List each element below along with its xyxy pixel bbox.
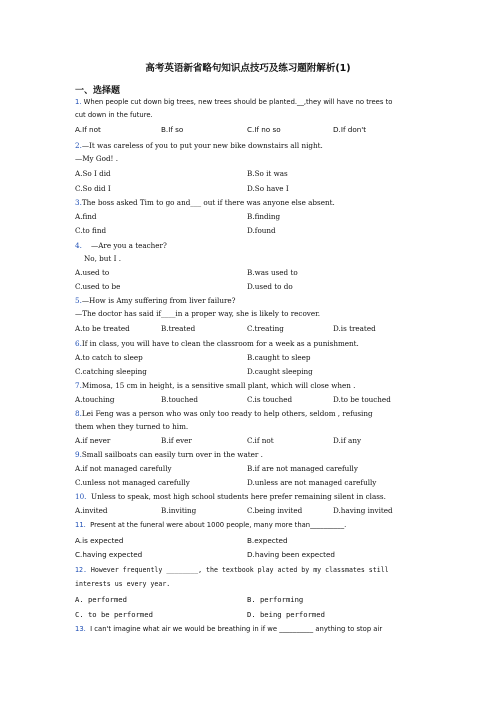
question-5-line-2: —The doctor has said if____in a proper way, she is likely to recover. (75, 309, 321, 318)
question-7-line-1: 7.Mimosa, 15 cm in height, is a sensitive small plant, which will close when . (75, 381, 356, 390)
question-8-option-d[interactable]: D.if any (333, 436, 362, 445)
question-6-line-1: 6.If in class, you will have to clean the classroom for a week as a punishment. (75, 339, 359, 348)
question-number: 13. (75, 625, 86, 633)
question-number: 8. (75, 409, 82, 418)
question-number: 5. (75, 296, 82, 305)
question-3-line-1: 3.The boss asked Tim to go and___ out if there was anyone else absent. (75, 198, 335, 207)
question-2-line-2: —My God! . (75, 154, 119, 163)
question-12-option-a[interactable]: A. performed (75, 595, 127, 604)
question-12-option-b[interactable]: B. performing (247, 595, 304, 604)
question-7-option-b[interactable]: B.touched (161, 395, 198, 404)
question-number: 7. (75, 381, 82, 390)
question-11-option-c[interactable]: C.having expected (75, 550, 143, 559)
question-9-option-a[interactable]: A.if not managed carefully (75, 464, 172, 473)
question-2-option-a[interactable]: A.So I did (75, 169, 111, 178)
question-2-line-1: 2.—It was careless of you to put your new bike downstairs all night. (75, 141, 323, 150)
question-12-option-d[interactable]: D. being performed (247, 610, 325, 619)
question-7-option-d[interactable]: D.to be touched (333, 395, 391, 404)
question-1-option-a[interactable]: A.If not (75, 125, 101, 134)
question-10-line-1: 10. Unless to speak, most high school students here prefer remaining silent in class. (75, 492, 386, 501)
question-11-option-a[interactable]: A.is expected (75, 536, 124, 545)
question-13-line-1: 13. I can't imagine what air we would be breathing in if we __________ anything to stop air (75, 625, 383, 633)
question-9-option-b[interactable]: B.if are not managed carefully (247, 464, 358, 473)
question-number: 2. (75, 141, 82, 150)
question-8-option-a[interactable]: A.if never (75, 436, 111, 445)
question-12-option-c[interactable]: C. to be performed (75, 610, 153, 619)
question-12-line-1: 12. However frequently ________, the textbook play acted by my classmates still (75, 566, 389, 574)
question-6-option-a[interactable]: A.to catch to sleep (75, 353, 143, 362)
question-1-option-c[interactable]: C.If no so (247, 125, 281, 134)
question-2-option-c[interactable]: C.So did I (75, 184, 111, 193)
question-10-option-b[interactable]: B.inviting (161, 506, 197, 515)
question-number: 4. (75, 241, 82, 250)
question-6-option-c[interactable]: C.catching sleeping (75, 367, 147, 376)
question-5-option-b[interactable]: B.treated (161, 324, 196, 333)
question-number: 6. (75, 339, 82, 348)
question-5-option-d[interactable]: D.is treated (333, 324, 376, 333)
question-1-option-b[interactable]: B.If so (161, 125, 184, 134)
question-8-line-2: them when they turned to him. (75, 422, 189, 431)
question-5-line-1: 5.—How is Amy suffering from liver failure? (75, 296, 236, 305)
question-9-option-d[interactable]: D.unless are not managed carefully (247, 478, 377, 487)
question-8-option-c[interactable]: C.if not (247, 436, 274, 445)
question-7-option-a[interactable]: A.touching (75, 395, 115, 404)
question-number: 11. (75, 521, 86, 529)
question-11-option-b[interactable]: B.expected (247, 536, 288, 545)
question-4-line-2: No, but I . (84, 254, 121, 263)
question-12-line-2: interests us every year. (75, 580, 171, 588)
question-1-line-2: cut down in the future. (75, 111, 153, 119)
question-number: 1. (75, 98, 82, 106)
question-4-line-1: 4. —Are you a teacher? (75, 241, 167, 250)
question-4-option-b[interactable]: B.was used to (247, 268, 298, 277)
question-number: 3. (75, 198, 82, 207)
question-5-option-c[interactable]: C.treating (247, 324, 284, 333)
question-3-option-a[interactable]: A.find (75, 212, 97, 221)
question-11-option-d[interactable]: D.having been expected (247, 550, 335, 559)
question-7-option-c[interactable]: C.is touched (247, 395, 293, 404)
question-3-option-c[interactable]: C.to find (75, 226, 107, 235)
question-9-line-1: 9.Small sailboats can easily turn over in the water . (75, 450, 263, 459)
question-2-option-d[interactable]: D.So have I (247, 184, 289, 193)
question-4-option-d[interactable]: D.used to do (247, 282, 293, 291)
question-6-option-b[interactable]: B.caught to sleep (247, 353, 311, 362)
question-8-line-1: 8.Lei Feng was a person who was only too ready to help others, seldom , refusing (75, 409, 373, 418)
question-1-option-d[interactable]: D.If don't (333, 125, 367, 134)
question-6-option-d[interactable]: D.caught sleeping (247, 367, 313, 376)
question-number: 12. (75, 566, 87, 574)
question-number: 9. (75, 450, 82, 459)
question-10-option-c[interactable]: C.being invited (247, 506, 303, 515)
question-10-option-d[interactable]: D.having invited (333, 506, 393, 515)
section-heading: 一、选择题 (75, 86, 121, 96)
question-10-option-a[interactable]: A.invited (75, 506, 108, 515)
question-1-line-1: 1. When people cut down big trees, new trees should be planted.__,they will have no trees to (75, 98, 393, 106)
question-number: 10. (75, 492, 87, 501)
question-9-option-c[interactable]: C.unless not managed carefully (75, 478, 190, 487)
page-title: 高考英语新省略句知识点技巧及练习题附解析(1) (145, 63, 351, 74)
question-4-option-a[interactable]: A.used to (75, 268, 110, 277)
question-4-option-c[interactable]: C.used to be (75, 282, 121, 291)
question-2-option-b[interactable]: B.So it was (247, 169, 288, 178)
question-5-option-a[interactable]: A.to be treated (75, 324, 130, 333)
question-11-line-1: 11. Present at the funeral were about 1000 people, many more than__________. (75, 521, 347, 529)
question-3-option-d[interactable]: D.found (247, 226, 276, 235)
question-3-option-b[interactable]: B.finding (247, 212, 281, 221)
question-8-option-b[interactable]: B.if ever (161, 436, 192, 445)
